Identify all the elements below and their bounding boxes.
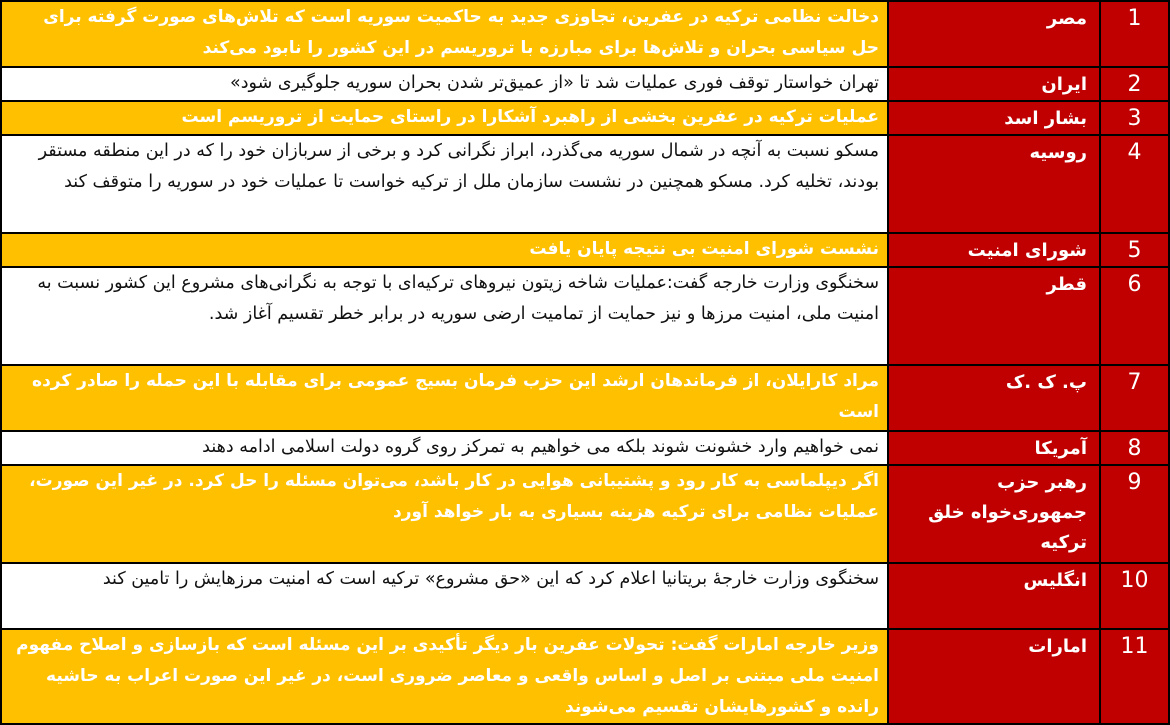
country-name: ایران	[888, 67, 1100, 101]
reaction-text: دخالت نظامی ترکیه در عفرین، تجاوزی جدید به حاکمیت سوریه است که تلاش‌های صورت گرفته برای حل سیاسی بحران و تلاش‌ها برای مبارزه با تروریسم در این کشور را نابود می‌کند	[1, 1, 888, 67]
reaction-text: نمی خواهیم وارد خشونت شوند بلکه می خواهیم به تمرکز روی گروه دولت اسلامی ادامه دهند	[1, 431, 888, 465]
table-row	[1, 267, 1169, 365]
row-number: 11	[1100, 629, 1169, 724]
reaction-text: عملیات ترکیه در عفرین بخشی از راهبرد آشکارا در راستای حمایت از تروریسم است	[1, 101, 888, 135]
row-number: 9	[1100, 465, 1169, 563]
reaction-text: سخنگوی وزارت خارجهٔ بریتانیا اعلام کرد که این «حق مشروع» ترکیه است که امنیت مرزهایش را تامین کند	[1, 563, 888, 629]
country-name: شورای امنیت	[888, 233, 1100, 267]
reaction-text: سخنگوی وزارت خارجه گفت:عملیات شاخه زیتون نیروهای ترکیه‌ای با توجه به نگرانی‌های مشروع این کشور نسبت به امنیت ملی، امنیت مرزها و نیز حمایت از تمامیت ارضی سوریه در برابر خطر تقسیم آغاز شد.	[1, 267, 888, 365]
country-name: پ. ک .ک	[888, 365, 1100, 431]
reaction-text: مسکو نسبت به آنچه در شمال سوریه می‌گذرد، ابراز نگرانی کرد و برخی از سربازان خود را که در این منطقه مستقر بودند، تخلیه کرد. مسکو همچنین در نشست سازمان ملل از ترکیه خواست تا عملیات خود در سوریه را متوقف کند	[1, 135, 888, 233]
row-number: 4	[1100, 135, 1169, 233]
row-number: 6	[1100, 267, 1169, 365]
country-name: بشار اسد	[888, 101, 1100, 135]
country-name: آمریکا	[888, 431, 1100, 465]
table-row	[1, 101, 1169, 135]
reaction-text: اگر دیپلماسی به کار رود و پشتیبانی هوایی در کار باشد، می‌توان مسئله را حل کرد. در غیر این صورت، عملیات نظامی برای ترکیه هزینه بسیاری به بار خواهد آورد	[1, 465, 888, 563]
table-row	[1, 431, 1169, 465]
row-number: 1	[1100, 1, 1169, 67]
row-number: 3	[1100, 101, 1169, 135]
row-number: 7	[1100, 365, 1169, 431]
country-name: امارات	[888, 629, 1100, 724]
table-row	[1, 629, 1169, 724]
row-number: 8	[1100, 431, 1169, 465]
table-row	[1, 67, 1169, 101]
reaction-text: وزیر خارجه امارات گفت: تحولات عفرین بار دیگر تأکیدی بر این مسئله است که بازسازی و اصلاح مفهوم امنیت ملی مبتنی بر اصل و اساس واقعی و معاصر ضروری است، در غیر این صورت اعراب به حاشیه رانده و کشورهایشان تقسیم می‌شوند	[1, 629, 888, 724]
country-name: انگلیس	[888, 563, 1100, 629]
reaction-text: تهران خواستار توقف فوری عملیات شد تا «از عمیق‌تر شدن بحران سوریه جلوگیری شود»	[1, 67, 888, 101]
table-row	[1, 465, 1169, 563]
table-row	[1, 135, 1169, 233]
country-name: مصر	[888, 1, 1100, 67]
row-number: 2	[1100, 67, 1169, 101]
table-row	[1, 233, 1169, 267]
table-row	[1, 1, 1169, 67]
reaction-text: نشست شورای امنیت بی نتیجه پایان یافت	[1, 233, 888, 267]
reaction-text: مراد کارایلان، از فرماندهان ارشد این حزب فرمان بسیج عمومی برای مقابله با این حمله را صادر کرده است	[1, 365, 888, 431]
country-name: قطر	[888, 267, 1100, 365]
row-number: 5	[1100, 233, 1169, 267]
table-row	[1, 365, 1169, 431]
country-name: رهبر حزب جمهوری‌خواه خلق ترکیه	[888, 465, 1100, 563]
row-number: 10	[1100, 563, 1169, 629]
table-row	[1, 563, 1169, 629]
country-name: روسیه	[888, 135, 1100, 233]
